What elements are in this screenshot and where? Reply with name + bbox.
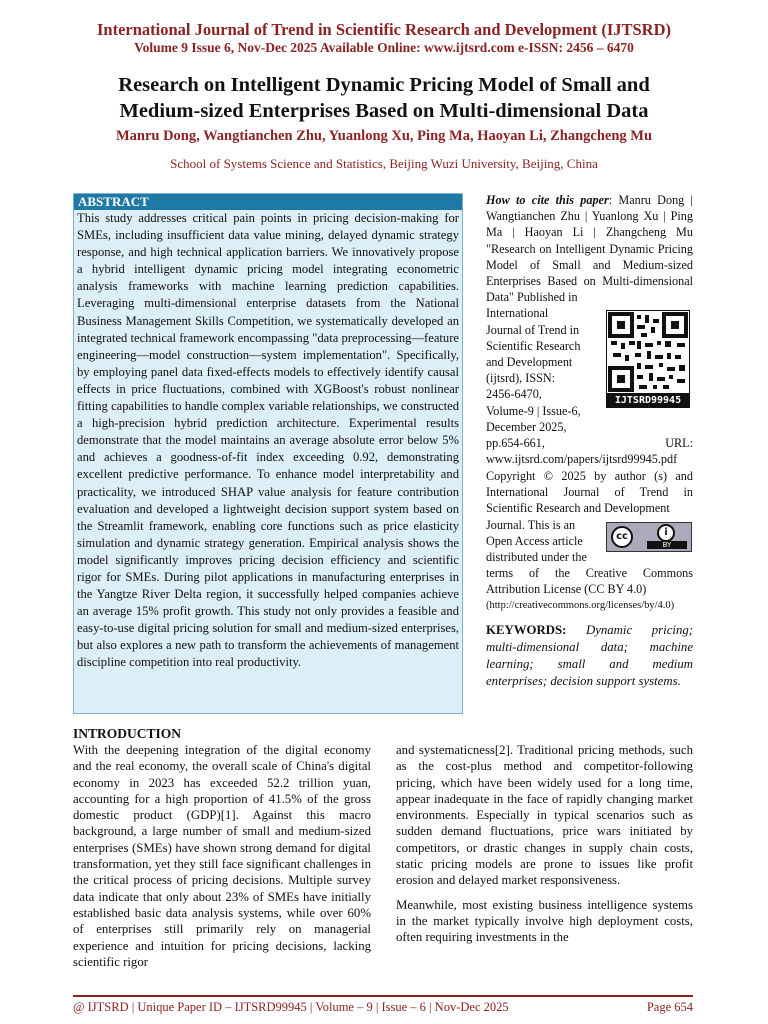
cite-pp: pp.654-661, <box>486 436 545 451</box>
footer <box>73 1000 693 1015</box>
title-line-1: Research on Intelligent Dynamic Pricing Model of Small and <box>118 74 650 96</box>
journal-name: International Journal of Trend in Scientific Research and Development (IJTSRD) <box>97 20 671 39</box>
copyright-line: distributed under the <box>486 550 587 565</box>
citation-text: : Manru Dong | Wangtianchen Zhu | Yuanlong Xu | Ping Ma | Haoyan Li | Zhangcheng Mu "Research on Intelligent Dynamic Pricing Model of Small and Medium-sized Enterprises Based on Multi-dimensional Data" Published in <box>486 193 694 305</box>
intro-heading: INTRODUCTION <box>73 726 182 741</box>
abstract-box <box>73 193 463 714</box>
cite-line: 2456-6470, <box>486 387 542 402</box>
cite-line: December 2025, <box>486 419 567 434</box>
qr-id-label: IJTSRD99945 <box>606 394 690 408</box>
citation-label: How to cite this paper <box>486 193 609 207</box>
page-number: Page 654 <box>646 1000 693 1014</box>
citation-narrow <box>486 305 596 435</box>
footer-rule <box>73 995 693 997</box>
by-person-icon: i <box>657 524 675 542</box>
intro-paragraph: Meanwhile, most existing business intelligence systems in the market typically involve high deployment costs, often requiring investments in the <box>396 897 693 945</box>
paper-url-link[interactable]: www.ijtsrd.com/papers/ijtsrd99945.pdf <box>486 452 678 467</box>
intro-column-1: With the deepening integration of the digital economy and the real economy, the overall scale of China's digital economy in 2023 has exceeded 52.2 trillion yuan, accounting for a high proportion of 41.5% of the gross domestic product (GDP)[1]. Against this macro background, a large number of small and medium-sized enterprises (SMEs) have shown strong demand for digital transformation, yet they still face significant challenges in the critical process of pricing decisions. Multiple survey data indicate that only about 23% of SMEs have initially established basic data analysis systems, while over 60% of enterprises still primarily rely on managerial experience and intuition for pricing decisions, lacking scientific rigor <box>73 743 371 969</box>
authors: Manru Dong, Wangtianchen Zhu, Yuanlong Xu, Ping Ma, Haoyan Li, Zhangcheng Mu <box>115 128 653 144</box>
abstract-heading: ABSTRACT <box>74 194 462 210</box>
affiliation: School of Systems Science and Statistics, Beijing Wuzi University, Beijing, China <box>170 156 598 171</box>
qr-code-icon <box>607 311 689 393</box>
cite-line: International <box>486 306 549 321</box>
cite-line: and Development <box>486 355 573 370</box>
volume-line: Volume 9 Issue 6, Nov-Dec 2025 Available Online: www.ijtsrd.com e-ISSN: 2456 – 6470 <box>134 40 634 55</box>
cite-pp-url-row <box>486 435 693 451</box>
intro-paragraph: and systematicness[2]. Traditional pricing methods, such as the cost-plus method and competitor-following pricing, which have been widely used for a long time, appear inadequate in the face of rapidly changing market environments. Especially in typical scenarios such as sudden demand fluctuations, price wars initiated by competitors, or drastic changes in supply chain costs, static pricing models are prone to issues like profit erosion and delayed market responsiveness. <box>396 743 693 888</box>
license-url[interactable]: (http://creativecommons.org/licenses/by/4.0) <box>486 599 675 611</box>
intro-column-2 <box>396 742 693 954</box>
title-line-2: Medium-sized Enterprises Based on Multi-dimensional Data <box>119 100 649 122</box>
qr-code[interactable] <box>606 310 690 394</box>
footer-text: @ IJTSRD | Unique Paper ID – IJTSRD99945 | Volume – 9 | Issue – 6 | Nov-Dec 2025 <box>73 1000 509 1014</box>
copyright-text: Copyright © 2025 by author (s) and International Journal of Trend in Scientific Research and Development <box>486 469 693 516</box>
cite-line: (ijtsrd), ISSN: <box>486 371 556 386</box>
cc-by-badge[interactable] <box>606 522 692 552</box>
paper-title <box>30 72 738 124</box>
keywords-text: Dynamic pricing; multi-dimensional data; machine learning; small and medium enterprises; decision support systems. <box>486 623 694 688</box>
copyright-line: Journal. This is an <box>486 517 576 532</box>
cite-line: Journal of Trend in <box>486 322 580 337</box>
copyright-narrow <box>486 517 598 566</box>
cite-line: Volume-9 | Issue-6, <box>486 403 581 418</box>
keywords <box>486 622 693 690</box>
copyright-line: Open Access article <box>486 533 583 548</box>
cite-line: Scientific Research <box>486 338 581 353</box>
keywords-label: KEYWORDS: <box>486 623 567 637</box>
abstract-text: This study addresses critical pain points in pricing decision-making for SMEs, including insufficient data value mining, delayed dynamic strategy response, and high technical application barriers. We innovatively propose a hybrid intelligent dynamic pricing model integrating econometric analysis frameworks with machine learning prediction capabilities. Leveraging multi-dimensional enterprise datasets from the National Business Management Skills Competition, we systematically developed an integrated technical framework encompassing "data preprocessing—feature engineering—model construction—system implementation". Specifically, by employing panel data fixed-effects models to effectively identify causal effects in price fluctuations, combined with XGBoost's robust nonlinear fitting capabilities to handle complex variable relationships, we constructed a high-precision hybrid prediction architecture. Experimental results demonstrate that the model maintains an average absolute error below 5% and achieves a goodness-of-fit index exceeding 0.92, demonstrating excellent predictive performance. To enhance model interpretability and practicality, we introduced SHAP value analysis for feature contribution evaluation and developed a lightweight decision support system based on the Streamlit framework, enabling core functions such as price elasticity simulation and dynamic strategy generation. Empirical analysis shows the model significantly improves pricing decision efficiency and scientific rigor for SMEs. During pilot applications in manufacturing enterprises in the Yangtze River Delta region, it successfully helped companies achieve an average 15% profit growth. This study not only provides a feasible and easy-to-use digital pricing solution for small and medium-sized enterprises, but also explores a new path to transform the achievements of management discipline competition into real productivity. <box>77 211 459 670</box>
cc-icon: cc <box>611 526 633 548</box>
by-label: BY <box>647 541 687 549</box>
copyright-license-text: terms of the Creative Commons Attribution License (CC BY 4.0) <box>486 566 693 597</box>
cite-url-label: URL: <box>665 436 693 451</box>
